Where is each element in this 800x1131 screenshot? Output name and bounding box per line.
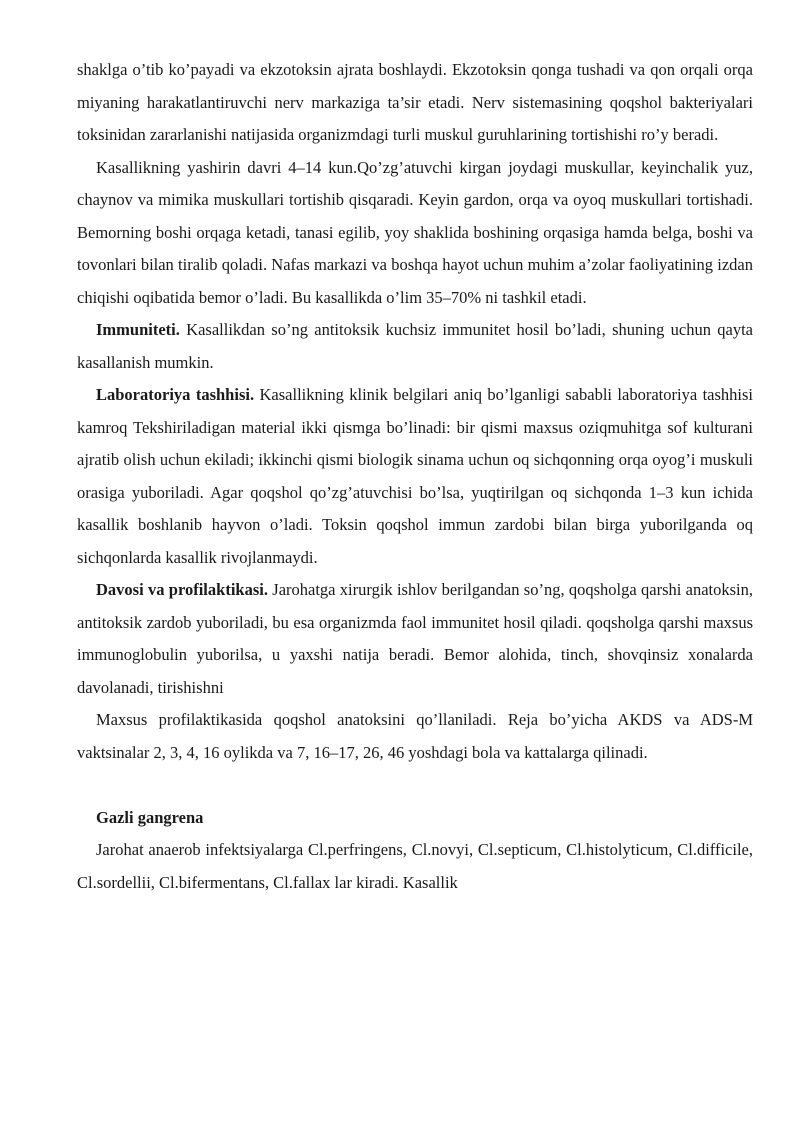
paragraph-prophylaxis: Maxsus profilaktikasida qoqshol anatoksini qo’llaniladi. Reja bo’yicha AKDS va ADS-M vaktsinalar 2, 3, 4, 16 oylikda va 7, 16–17, 26, 46 yoshdagi bola va kattalarga qilinadi. <box>77 710 753 762</box>
document-page <box>77 54 753 899</box>
paragraph-treatment <box>77 574 753 704</box>
blank-line <box>77 769 753 802</box>
section-title-immunity: Immuniteti. <box>96 320 180 339</box>
section-heading-gas-gangrene: Gazli gangrena <box>96 807 204 827</box>
paragraph-pathogenesis: shaklga o’tib ko’payadi va ekzotoksin ajrata boshlaydi. Ekzotoksin qonga tushadi va qon orqali orqa miyaning harakatlantiruvchi nerv markaziga ta’sir etadi. Nerv sistemasining qoqshol bakteriyalari toksinidan zararlanishi natijasida organizmdagi turli muskul guruhlarining tortishishi ro’y beradi. <box>77 60 753 144</box>
paragraph-gas-gangrene: Jarohat anaerob infektsiyalarga Cl.perfringens, Cl.novyi, Cl.septicum, Cl.histolyticum, Cl.difficile, Cl.sordellii, Cl.bifermentans, Cl.fallax lar kiradi. Kasallik <box>77 840 753 892</box>
section-title-lab-diagnosis: Laboratoriya tashhisi. <box>96 385 255 404</box>
paragraph-clinical-course: Kasallikning yashirin davri 4–14 kun.Qo’zg’atuvchi kirgan joydagi muskullar, keyinchalik yuz, chaynov va mimika muskullari tortishib qisqaradi. Keyin gardon, orqa va oyoq muskullari tortishadi. Bemorning boshi orqaga ketadi, tanasi egilib, yoy shaklida boshining orqasiga hamda belga, boshi va tovonlari bilan tiralib qoladi. Nafas markazi va boshqa hayot uchun muhim a’zolar faoliyatining izdan chiqishi oqibatida bemor o’ladi. Bu kasallikda o’lim 35–70% ni tashkil etadi. <box>77 157 753 307</box>
paragraph-treatment-text: Jarohatga xirurgik ishlov berilgandan so’ng, qoqsholga qarshi anatoksin, antitoksik zardob yuboriladi, bu esa organizmda faol immunitet hosil qiladi. qoqsholga qarshi maxsus immunoglobulin yuborilsa, u yaxshi natija beradi. Bemor alohida, tinch, shovqinsiz xonalarda davolanadi, tirishishni <box>77 580 754 697</box>
paragraph-immunity <box>77 314 753 379</box>
section-title-treatment: Davosi va profilaktikasi. <box>96 580 268 599</box>
paragraph-lab-diagnosis-text: Kasallikning klinik belgilari aniq bo’lganligi sababli laboratoriya tashhisi kamroq Tekshiriladigan material ikki qismga bo’linadi: bir qismi maxsus oziqmuhitga sof kulturani ajratib olish uchun ekiladi; ikkinchi qismi biologik sinama uchun oq sichqonning orqa oyog’i muskuli orasiga yuboriladi. Agar qoqshol qo’zg’atuvchisi bo’lsa, yuqtirilgan oq sichqonda 1–3 kun ichida kasallik boshlanib hayvon o’ladi. Toksin qoqshol immun zardobi bilan birga yuborilganda oq sichqonlarda kasallik rivojlanmaydi. <box>77 385 753 567</box>
paragraph-lab-diagnosis <box>77 379 753 574</box>
paragraph-immunity-text: Kasallikdan so’ng antitoksik kuchsiz immunitet hosil bo’ladi, shuning uchun qayta kasallanish mumkin. <box>77 320 753 372</box>
